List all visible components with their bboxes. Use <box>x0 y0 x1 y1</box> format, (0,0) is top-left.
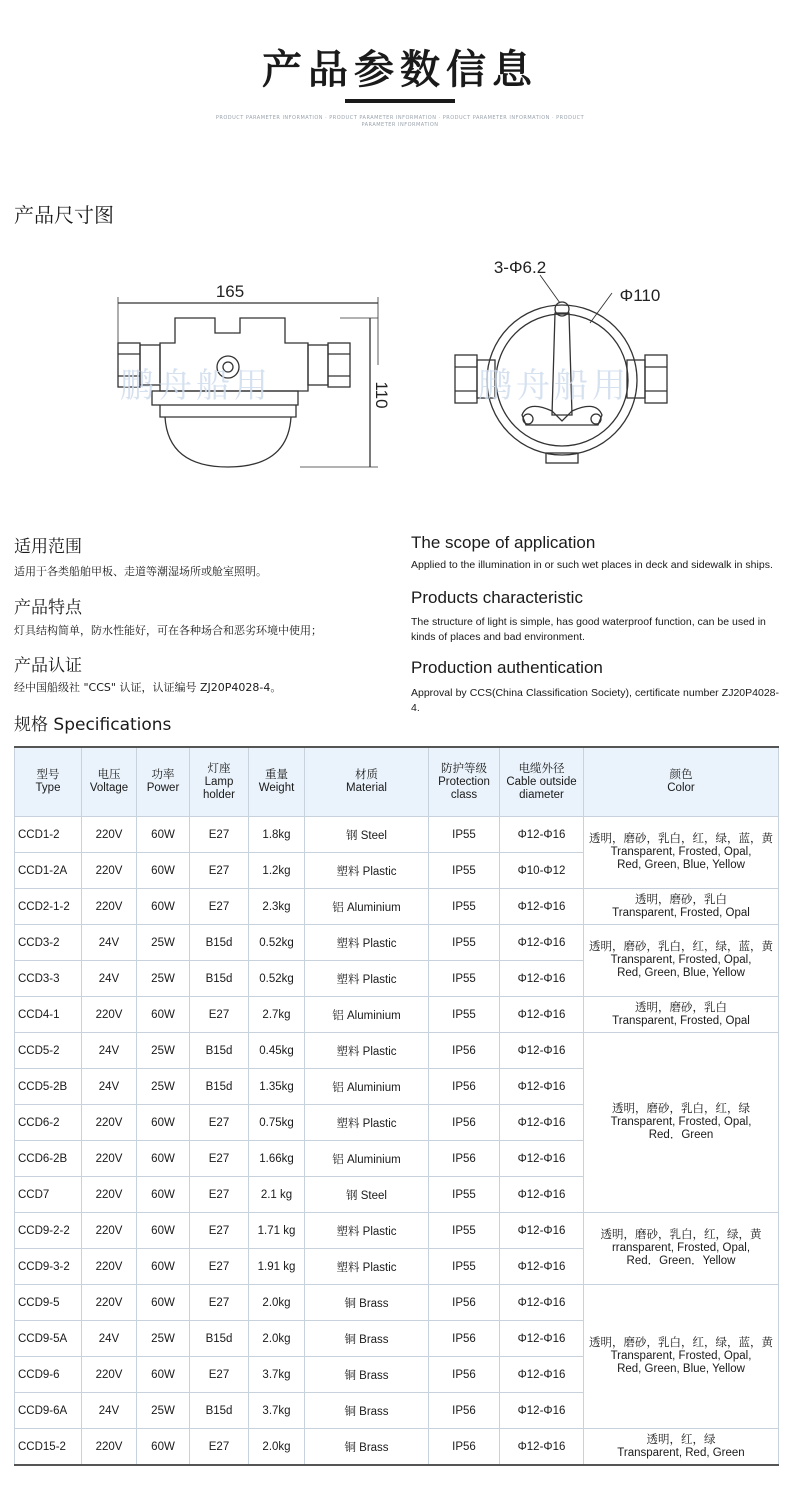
cell-weight: 1.8kg <box>249 817 305 853</box>
cert-text-en: Approval by CCS(China Classification Society), certificate number ZJ20P4028-4. <box>411 687 779 714</box>
width-label: 165 <box>215 282 245 301</box>
feature-title-en: Products characteristic <box>411 588 583 607</box>
cell-cable: Φ12-Φ16 <box>500 1069 584 1105</box>
cell-lamp-holder: E27 <box>190 1177 249 1213</box>
cell-cable: Φ12-Φ16 <box>500 1177 584 1213</box>
cell-weight: 1.91 kg <box>249 1249 305 1285</box>
cell-protection: IP55 <box>429 1213 500 1249</box>
cell-cable: Φ12-Φ16 <box>500 1285 584 1321</box>
cell-weight: 2.3kg <box>249 889 305 925</box>
cell-weight: 1.71 kg <box>249 1213 305 1249</box>
cell-weight: 1.35kg <box>249 1069 305 1105</box>
cell-lamp-holder: B15d <box>190 1033 249 1069</box>
spec-header-row <box>15 747 779 817</box>
cell-type: CCD7 <box>15 1177 82 1213</box>
header-material: 材质 Material <box>305 747 429 817</box>
cell-type: CCD2-1-2 <box>15 889 82 925</box>
spec-table <box>14 746 779 1466</box>
cell-lamp-holder: E27 <box>190 817 249 853</box>
cell-power: 60W <box>137 1177 190 1213</box>
cell-cable: Φ12-Φ16 <box>500 1105 584 1141</box>
cell-lamp-holder: B15d <box>190 961 249 997</box>
cell-type: CCD6-2 <box>15 1105 82 1141</box>
cell-protection: IP55 <box>429 925 500 961</box>
feature-text-en: The structure of light is simple, has good waterproof function, can be used in kinds of places and bad environment. <box>411 616 766 643</box>
cell-type: CCD3-2 <box>15 925 82 961</box>
cert-text-cn: 经中国船级社 "CCS" 认证，认证编号 ZJ20P4028-4。 <box>14 681 282 694</box>
table-row <box>15 889 779 925</box>
cell-weight: 2.7kg <box>249 997 305 1033</box>
cell-voltage: 24V <box>82 1321 137 1357</box>
cell-type: CCD9-5 <box>15 1285 82 1321</box>
cell-power: 60W <box>137 997 190 1033</box>
cell-weight: 0.52kg <box>249 925 305 961</box>
cell-lamp-holder: B15d <box>190 925 249 961</box>
cell-material: 铜 Brass <box>305 1429 429 1466</box>
cell-cable: Φ12-Φ16 <box>500 1213 584 1249</box>
cell-weight: 2.0kg <box>249 1321 305 1357</box>
cell-protection: IP55 <box>429 1249 500 1285</box>
cell-weight: 1.66kg <box>249 1141 305 1177</box>
cell-weight: 0.75kg <box>249 1105 305 1141</box>
table-row <box>15 1213 779 1249</box>
page-title: 产品参数信息 <box>262 47 538 93</box>
cell-voltage: 220V <box>82 853 137 889</box>
cell-power: 25W <box>137 1321 190 1357</box>
cell-weight: 2.0kg <box>249 1285 305 1321</box>
cell-lamp-holder: E27 <box>190 1285 249 1321</box>
cell-material: 塑料 Plastic <box>305 1033 429 1069</box>
cell-cable: Φ12-Φ16 <box>500 1033 584 1069</box>
cell-material: 铝 Aluminium <box>305 1141 429 1177</box>
table-row <box>15 1285 779 1321</box>
cell-cable: Φ12-Φ16 <box>500 1249 584 1285</box>
cell-lamp-holder: E27 <box>190 1105 249 1141</box>
cell-protection: IP56 <box>429 1141 500 1177</box>
cell-protection: IP56 <box>429 1429 500 1466</box>
cell-material: 铜 Brass <box>305 1321 429 1357</box>
cell-type: CCD5-2 <box>15 1033 82 1069</box>
cell-type: CCD4-1 <box>15 997 82 1033</box>
cell-power: 60W <box>137 1213 190 1249</box>
cell-power: 25W <box>137 1069 190 1105</box>
height-label: 110 <box>372 381 391 409</box>
cell-voltage: 220V <box>82 1141 137 1177</box>
cell-protection: IP56 <box>429 1069 500 1105</box>
cell-protection: IP55 <box>429 997 500 1033</box>
cell-cable: Φ12-Φ16 <box>500 1357 584 1393</box>
scope-text-cn: 适用于各类船舶甲板、走道等潮湿场所或舱室照明。 <box>14 565 267 578</box>
cell-cable: Φ12-Φ16 <box>500 961 584 997</box>
cell-color: 透明，磨砂，乳白，红，绿，黄 rransparent, Frosted, Opal, Red．Green．Yellow <box>584 1213 779 1285</box>
cell-protection: IP56 <box>429 1285 500 1321</box>
table-row <box>15 1429 779 1466</box>
header-protection: 防护等级 Protection class <box>429 747 500 817</box>
header-power: 功率 Power <box>137 747 190 817</box>
cell-voltage: 220V <box>82 817 137 853</box>
cell-cable: Φ12-Φ16 <box>500 997 584 1033</box>
cell-lamp-holder: E27 <box>190 1213 249 1249</box>
cell-type: CCD3-3 <box>15 961 82 997</box>
watermark-left: 鹏舟船用 <box>120 366 272 406</box>
cell-protection: IP55 <box>429 1177 500 1213</box>
cell-weight: 0.52kg <box>249 961 305 997</box>
cell-power: 60W <box>137 1249 190 1285</box>
cell-type: CCD9-3-2 <box>15 1249 82 1285</box>
cell-protection: IP56 <box>429 1393 500 1429</box>
cell-material: 铜 Brass <box>305 1285 429 1321</box>
header-lamp-holder: 灯座 Lamp holder <box>190 747 249 817</box>
cell-weight: 0.45kg <box>249 1033 305 1069</box>
table-row <box>15 997 779 1033</box>
cell-lamp-holder: E27 <box>190 1429 249 1466</box>
diameter-label: Φ110 <box>619 286 661 305</box>
cell-type: CCD1-2A <box>15 853 82 889</box>
cell-protection: IP56 <box>429 1105 500 1141</box>
cell-power: 60W <box>137 889 190 925</box>
feature-text-cn: 灯具结构简单，防水性能好，可在各种场合和恶劣环境中使用； <box>14 624 322 637</box>
cell-material: 塑料 Plastic <box>305 925 429 961</box>
cell-power: 60W <box>137 817 190 853</box>
scope-title-en: The scope of application <box>411 533 596 552</box>
cell-cable: Φ12-Φ16 <box>500 1141 584 1177</box>
cell-weight: 1.2kg <box>249 853 305 889</box>
header-cable: 电缆外径 Cable outside diameter <box>500 747 584 817</box>
cell-type: CCD1-2 <box>15 817 82 853</box>
cell-lamp-holder: B15d <box>190 1393 249 1429</box>
cell-material: 铜 Brass <box>305 1393 429 1429</box>
cell-material: 钢 Steel <box>305 817 429 853</box>
cell-voltage: 220V <box>82 1357 137 1393</box>
cell-protection: IP56 <box>429 1357 500 1393</box>
cell-cable: Φ12-Φ16 <box>500 1321 584 1357</box>
cell-protection: IP55 <box>429 961 500 997</box>
cell-protection: IP56 <box>429 1033 500 1069</box>
header-voltage: 电压 Voltage <box>82 747 137 817</box>
cell-lamp-holder: E27 <box>190 1141 249 1177</box>
cell-protection: IP55 <box>429 817 500 853</box>
cell-weight: 3.7kg <box>249 1357 305 1393</box>
cell-material: 塑料 Plastic <box>305 1213 429 1249</box>
cell-protection: IP55 <box>429 853 500 889</box>
cell-lamp-holder: E27 <box>190 1249 249 1285</box>
cell-power: 25W <box>137 961 190 997</box>
cell-weight: 2.0kg <box>249 1429 305 1466</box>
cell-power: 60W <box>137 1141 190 1177</box>
cell-voltage: 220V <box>82 1105 137 1141</box>
cell-material: 钢 Steel <box>305 1177 429 1213</box>
cell-protection: IP55 <box>429 889 500 925</box>
cell-type: CCD9-2-2 <box>15 1213 82 1249</box>
scope-title-cn: 适用范围 <box>14 537 82 557</box>
cell-lamp-holder: E27 <box>190 853 249 889</box>
cell-power: 25W <box>137 1033 190 1069</box>
cell-cable: Φ10-Φ12 <box>500 853 584 889</box>
cell-power: 60W <box>137 1429 190 1466</box>
cert-title-cn: 产品认证 <box>14 656 82 676</box>
table-row <box>15 1033 779 1069</box>
cell-material: 铝 Aluminium <box>305 1069 429 1105</box>
scope-text-en: Applied to the illumination in or such wet places in deck and sidewalk in ships. <box>411 559 773 571</box>
cell-color: 透明，磨砂，乳白，红，绿，蓝，黄 Transparent, Frosted, Opal, Red, Green, Blue, Yellow <box>584 925 779 997</box>
cell-type: CCD5-2B <box>15 1069 82 1105</box>
dimension-section-title: 产品尺寸图 <box>14 203 114 227</box>
cell-voltage: 220V <box>82 1177 137 1213</box>
header-weight: 重量 Weight <box>249 747 305 817</box>
cell-type: CCD9-5A <box>15 1321 82 1357</box>
cell-type: CCD6-2B <box>15 1141 82 1177</box>
cell-cable: Φ12-Φ16 <box>500 1429 584 1466</box>
header-type: 型号 Type <box>15 747 82 817</box>
page-subtitle: PRODUCT PARAMETER INFORMATION · PRODUCT PARAMETER INFORMATION · PRODUCT PARAMETER INFORMATION · PRODUCT PARAMETER INFORMATION <box>215 115 585 128</box>
cell-voltage: 24V <box>82 1033 137 1069</box>
cell-color: 透明，磨砂，乳白，红，绿，蓝，黄 Transparent, Frosted, Opal, Red, Green, Blue, Yellow <box>584 1285 779 1429</box>
watermark-right: 鹏舟船用 <box>478 366 630 406</box>
cell-power: 60W <box>137 1285 190 1321</box>
cell-power: 60W <box>137 853 190 889</box>
cell-material: 塑料 Plastic <box>305 961 429 997</box>
table-row <box>15 925 779 961</box>
cell-voltage: 220V <box>82 1285 137 1321</box>
cell-weight: 3.7kg <box>249 1393 305 1429</box>
cell-material: 铝 Aluminium <box>305 997 429 1033</box>
cell-material: 铜 Brass <box>305 1357 429 1393</box>
cell-lamp-holder: E27 <box>190 997 249 1033</box>
cell-lamp-holder: B15d <box>190 1069 249 1105</box>
spec-table-body <box>15 817 779 1466</box>
cell-voltage: 220V <box>82 1213 137 1249</box>
hole-label: 3-Φ6.2 <box>493 258 547 277</box>
cell-material: 铝 Aluminium <box>305 889 429 925</box>
cell-color: 透明，磨砂，乳白，红，绿，蓝，黄 Transparent, Frosted, Opal, Red, Green, Blue, Yellow <box>584 817 779 889</box>
cell-voltage: 24V <box>82 1393 137 1429</box>
cell-color: 透明，红，绿 Transparent, Red, Green <box>584 1429 779 1466</box>
cell-color: 透明，磨砂，乳白 Transparent, Frosted, Opal <box>584 997 779 1033</box>
cell-cable: Φ12-Φ16 <box>500 925 584 961</box>
cell-cable: Φ12-Φ16 <box>500 817 584 853</box>
cell-voltage: 220V <box>82 997 137 1033</box>
header-color: 颜色 Color <box>584 747 779 817</box>
cell-power: 60W <box>137 1357 190 1393</box>
cell-voltage: 220V <box>82 1249 137 1285</box>
cell-material: 塑料 Plastic <box>305 1249 429 1285</box>
cell-voltage: 220V <box>82 1429 137 1466</box>
cell-weight: 2.1 kg <box>249 1177 305 1213</box>
cell-power: 60W <box>137 1105 190 1141</box>
cell-lamp-holder: B15d <box>190 1321 249 1357</box>
cell-voltage: 24V <box>82 961 137 997</box>
cell-color: 透明，磨砂，乳白，红，绿 Transparent, Frosted, Opal, Red．Green <box>584 1033 779 1213</box>
cell-material: 塑料 Plastic <box>305 853 429 889</box>
cell-lamp-holder: E27 <box>190 889 249 925</box>
cell-cable: Φ12-Φ16 <box>500 1393 584 1429</box>
cell-material: 塑料 Plastic <box>305 1105 429 1141</box>
cell-power: 25W <box>137 1393 190 1429</box>
cell-type: CCD15-2 <box>15 1429 82 1466</box>
cell-voltage: 24V <box>82 1069 137 1105</box>
title-underline <box>345 99 455 103</box>
feature-title-cn: 产品特点 <box>14 598 82 618</box>
table-row <box>15 817 779 853</box>
cert-title-en: Production authentication <box>411 658 603 677</box>
cell-protection: IP56 <box>429 1321 500 1357</box>
cell-color: 透明，磨砂，乳白 Transparent, Frosted, Opal <box>584 889 779 925</box>
cell-power: 25W <box>137 925 190 961</box>
spec-title: 规格 Specifications <box>14 715 172 735</box>
cell-type: CCD9-6 <box>15 1357 82 1393</box>
cell-voltage: 24V <box>82 925 137 961</box>
dimension-drawing <box>0 245 800 485</box>
cell-type: CCD9-6A <box>15 1393 82 1429</box>
cell-lamp-holder: E27 <box>190 1357 249 1393</box>
cell-cable: Φ12-Φ16 <box>500 889 584 925</box>
cell-voltage: 220V <box>82 889 137 925</box>
